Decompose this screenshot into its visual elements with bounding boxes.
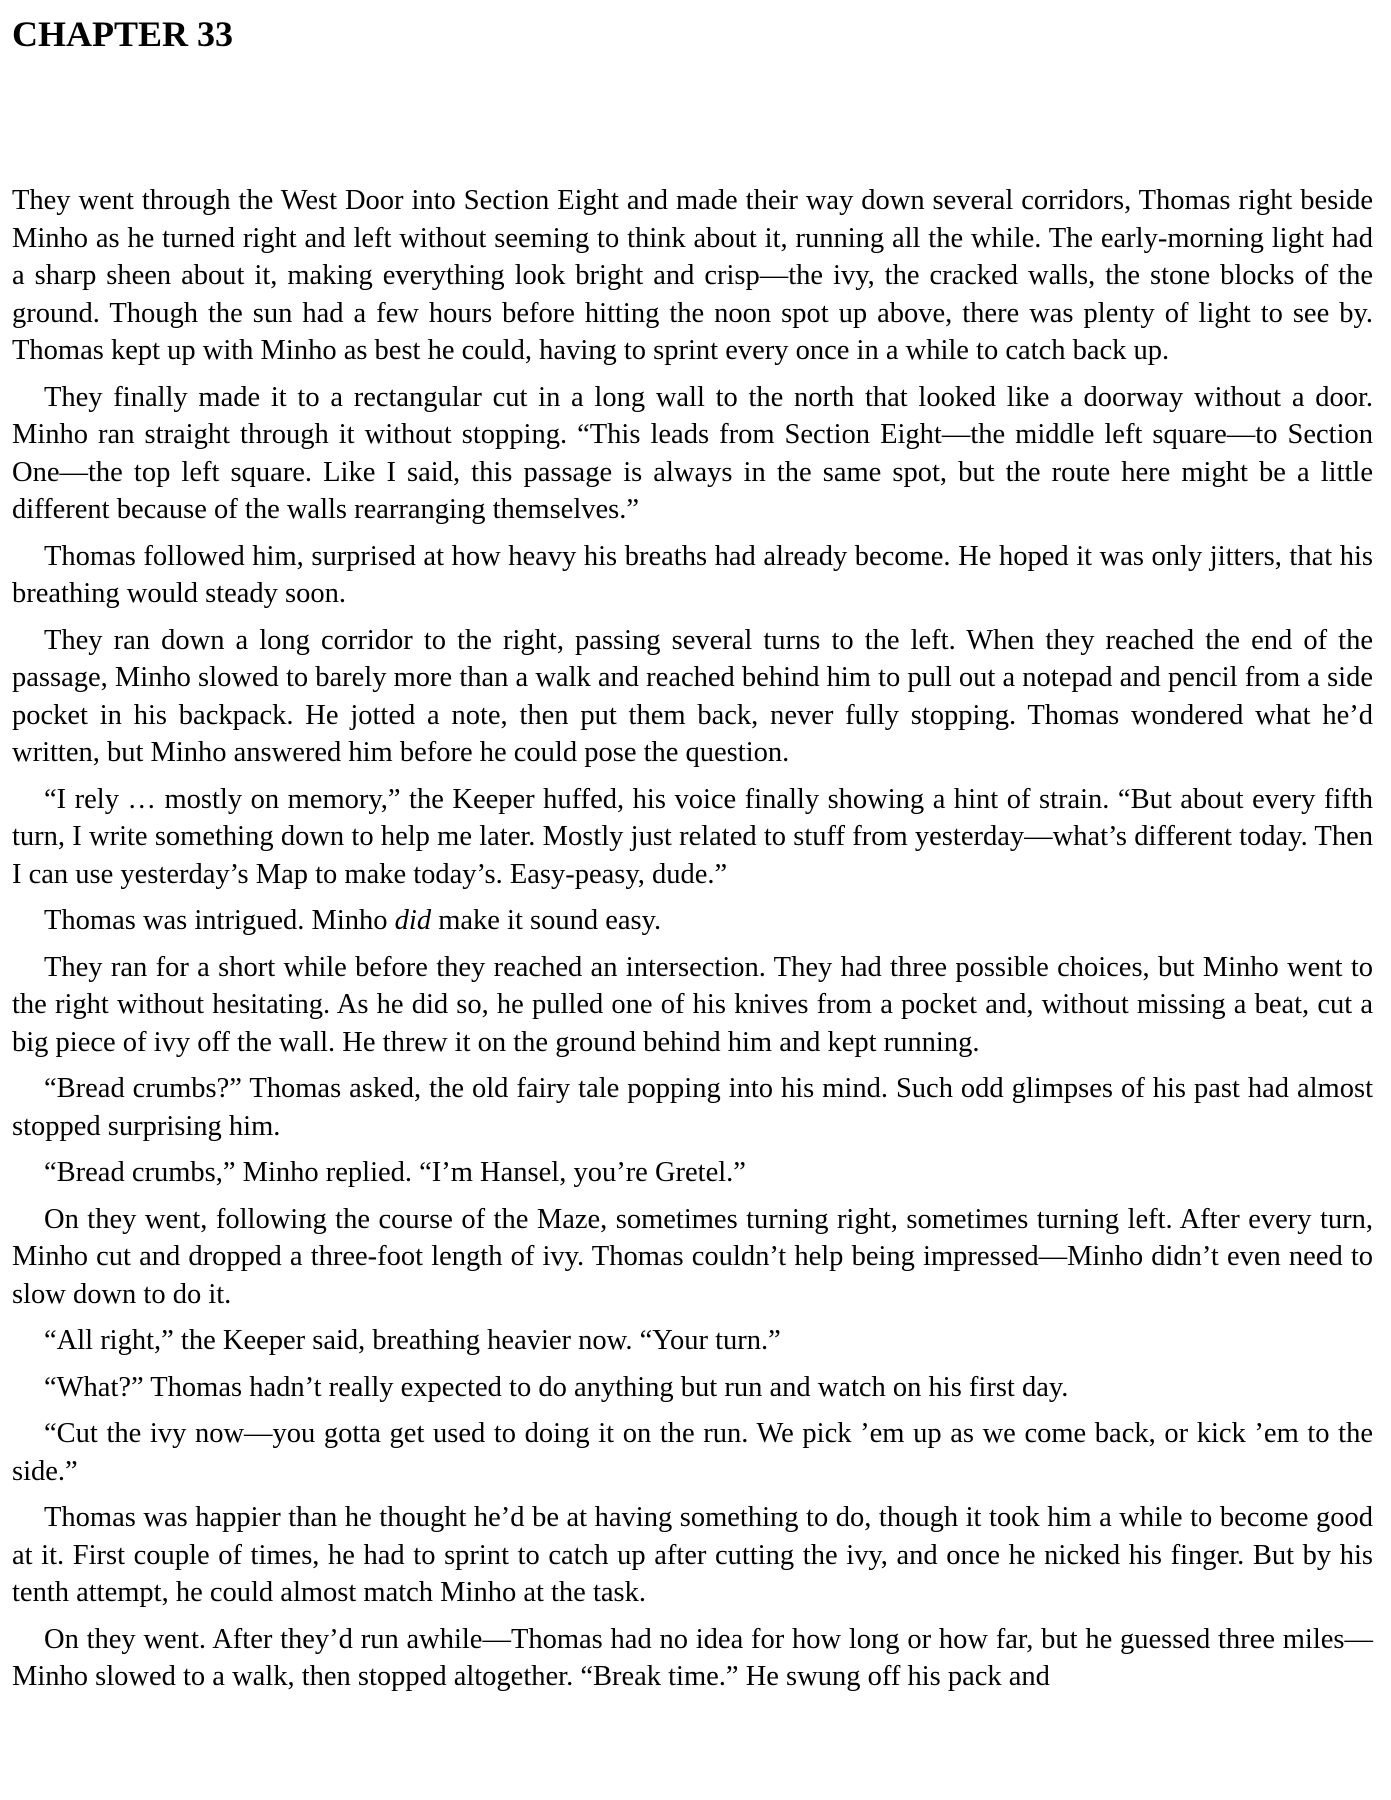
paragraph: “Bread crumbs,” Minho replied. “I’m Hansel, you’re Gretel.” — [44, 1157, 746, 1188]
paragraph: “What?” Thomas hadn’t really expected to do anything but run and watch on his first day. — [44, 1371, 1069, 1403]
paragraph — [12, 902, 1373, 940]
paragraph: Thomas followed him, surprised at how heavy his breaths had already become. He hoped it was only jitters, that his breathing would steady soon. — [12, 540, 1373, 609]
paragraph: “Bread crumbs?” Thomas asked, the old fairy tale popping into his mind. Such odd glimpses of his past had almost stopped surprising him. — [12, 1073, 1373, 1142]
paragraph: They ran down a long corridor to the right, passing several turns to the left. When they reached the end of the passage, Minho slowed to barely more than a walk and reached behind him to pull out a notepad and pencil from a side pocket in his backpack. He jotted a note, then put them back, never fully stopping. Thomas wondered what he’d written, but Minho answered him before he could pose the question. — [12, 624, 1373, 768]
paragraph: “Cut the ivy now—you gotta get used to doing it on the run. We pick ’em up as we come back, or kick ’em to the side.” — [12, 1418, 1373, 1487]
paragraph: On they went, following the course of the Maze, sometimes turning right, sometimes turning left. After every turn, Minho cut and dropped a three-foot length of ivy. Thomas couldn’t help being impressed—Minho didn’t even need to slow down to do it. — [12, 1203, 1373, 1310]
paragraph: Thomas was happier than he thought he’d be at having something to do, though it took him a while to become good at it. First couple of times, he had to sprint to catch up after cutting the ivy, and once he nicked his finger. But by his tenth attempt, he could almost match Minho at the task. — [12, 1502, 1373, 1608]
paragraph: They ran for a short while before they reached an intersection. They had three possible choices, but Minho went to the right without hesitating. As he did so, he pulled one of his knives from a pocket and, without missing a beat, cut a big piece of ivy off the wall. He threw it on the ground behind him and kept running. — [12, 951, 1373, 1058]
paragraph: On they went. After they’d run awhile—Thomas had no idea for how long or how far, but he guessed three miles—Minho slowed to a walk, then stopped altogether. “Break time.” He swung off his pack and — [12, 1623, 1373, 1692]
paragraph: “I rely … mostly on memory,” the Keeper huffed, his voice finally showing a hint of strain. “But about every fifth turn, I write something down to help me later. Mostly just related to stuff from yesterday—what’s different today. Then I can use yesterday’s Map to make today’s. Easy-peasy, dude.” — [12, 783, 1373, 890]
paragraph-text: Thomas was intrigued. Minho — [44, 905, 395, 936]
paragraph: “All right,” the Keeper said, breathing heavier now. “Your turn.” — [44, 1325, 781, 1356]
paragraph: They went through the West Door into Section Eight and made their way down several corridors, Thomas right beside Minho as he turned right and left without seeming to think about it, running all the while. The early-morning light had a sharp sheen about it, making everything look bright and crisp—the ivy, the cracked walls, the stone blocks of the ground. Though the sun had a few hours before hitting the noon spot up above, there was plenty of light to see by. Thomas kept up with Minho as best he could, having to sprint every once in a while to catch back up. — [12, 185, 1373, 366]
chapter-title: CHAPTER 33 — [12, 14, 234, 54]
emphasized-word: did — [394, 905, 432, 936]
paragraph: They finally made it to a rectangular cut in a long wall to the north that looked like a doorway without a door. Minho ran straight through it without stopping. “This leads from Section Eight—the middle left square—to Section One—the top left square. Like I said, this passage is always in the same spot, but the route here might be a little different because of the walls rearranging themselves.” — [12, 381, 1373, 525]
paragraph-text: make it sound easy. — [431, 905, 662, 936]
chapter-body — [12, 182, 1373, 1705]
